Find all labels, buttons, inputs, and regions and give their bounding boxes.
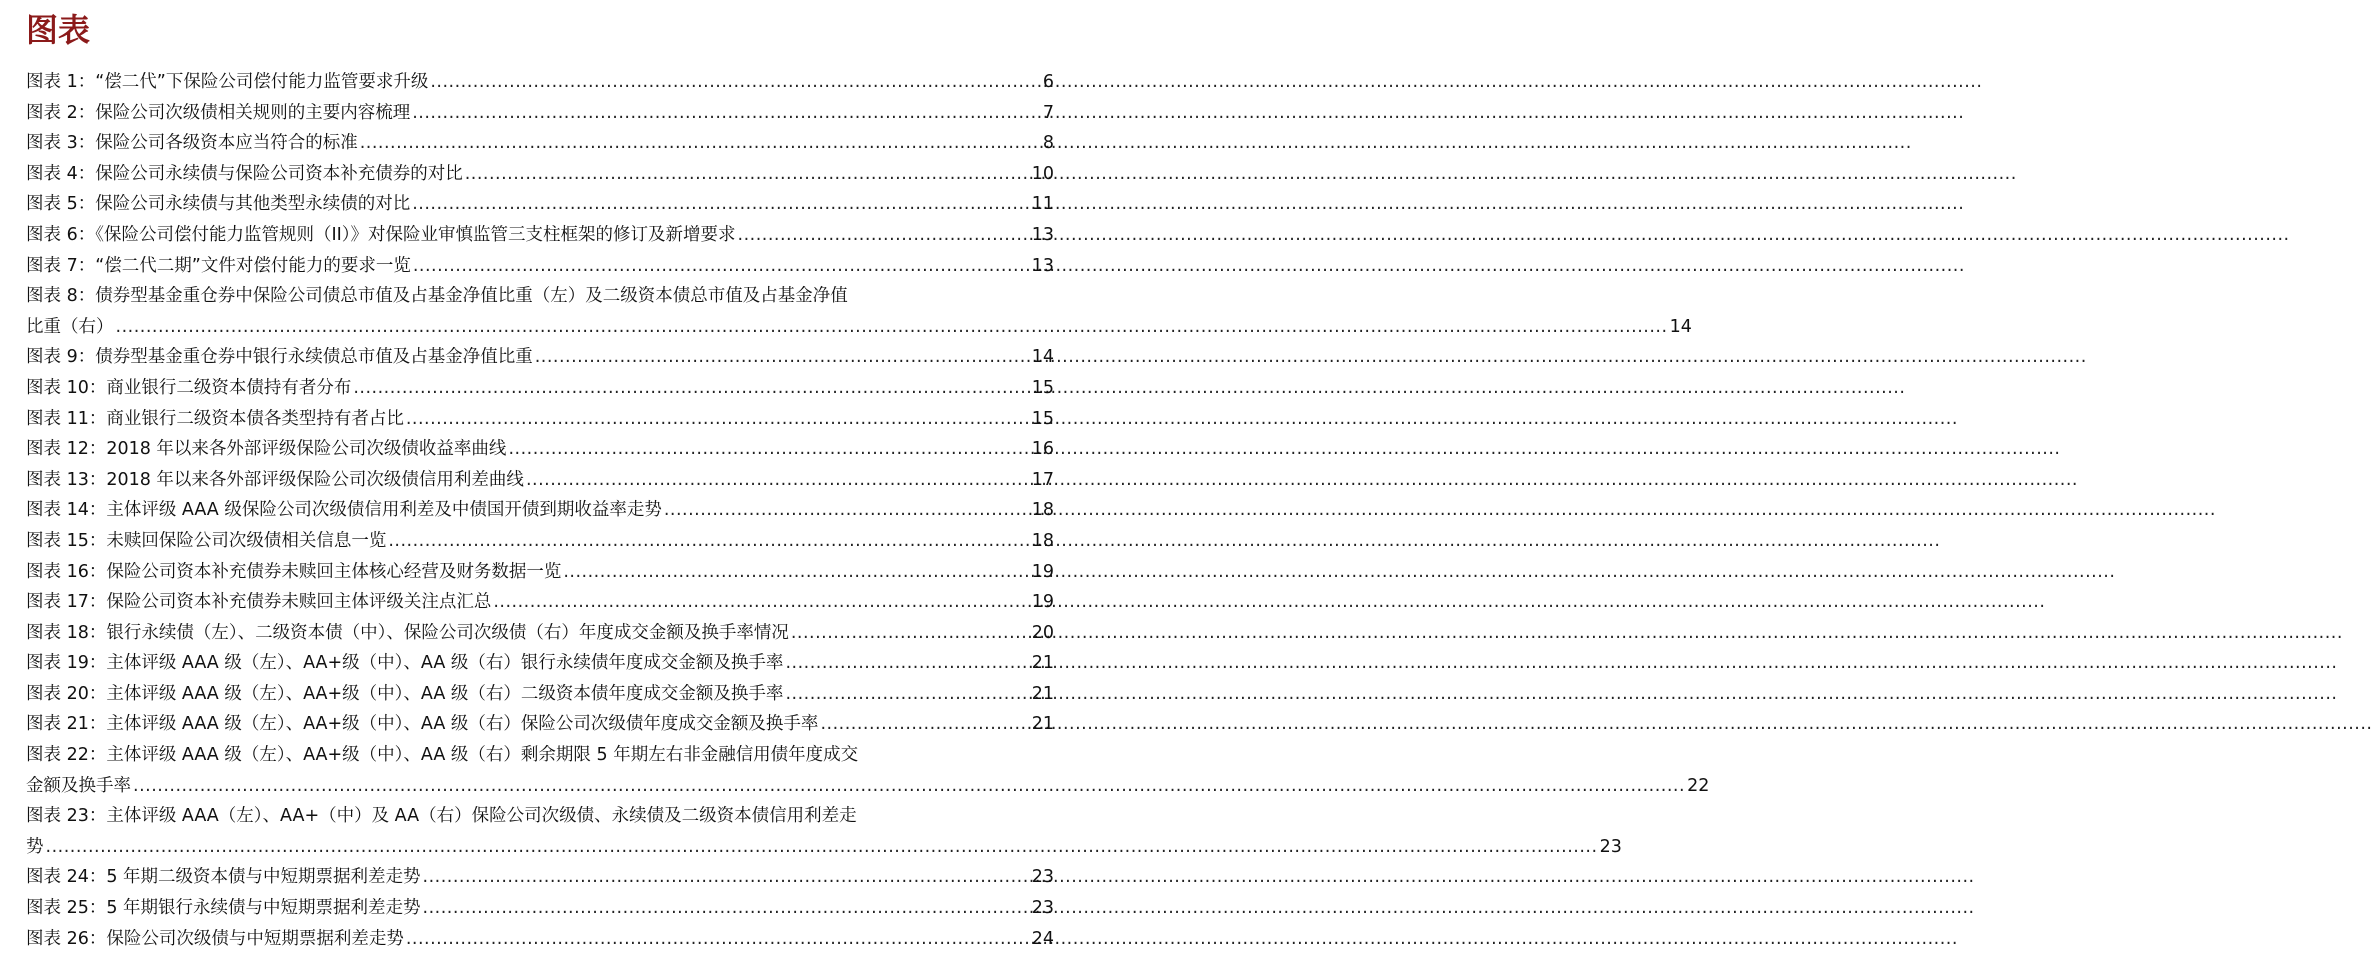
toc-entry-title-continued[interactable]: 金额及换手率: [26, 775, 131, 796]
toc-entry[interactable]: [26, 98, 1054, 129]
toc-entry-title[interactable]: 图表 20：主体评级 AAA 级（左）、AA+级（中）、AA 级（右）二级资本债年度成交金额及换手率: [26, 683, 784, 704]
toc-entry-title[interactable]: 图表 1：“偿二代”下保险公司偿付能力监管要求升级: [26, 72, 429, 92]
dot-leader: [738, 220, 1030, 251]
toc-entry[interactable]: [26, 740, 1710, 801]
toc-entry-title[interactable]: 图表 22：主体评级 AAA 级（左）、AA+级（中）、AA 级（右）剩余期限 5 年期左右非金融信用债年度成交: [26, 745, 859, 766]
toc-entry-title[interactable]: 图表 18：银行永续债（左）、二级资本债（中）、保险公司次级债（右）年度成交金额及换手率情况: [26, 622, 789, 643]
toc-entry-title[interactable]: 图表 4：保险公司永续债与保险公司资本补充债券的对比: [26, 163, 463, 184]
dot-leader: [820, 709, 1029, 740]
dot-leader: [412, 98, 1041, 129]
toc-entry-page[interactable]: 19: [1031, 561, 1054, 582]
toc-entry-page[interactable]: 21: [1031, 714, 1054, 735]
dot-leader: [465, 159, 1030, 190]
dot-leader: [133, 771, 1685, 802]
toc-entry-page[interactable]: 23: [1031, 867, 1054, 888]
toc-entry[interactable]: [26, 495, 1054, 526]
toc-entry[interactable]: [26, 465, 1054, 496]
toc-entry-page[interactable]: 14: [1669, 316, 1692, 337]
toc-entry[interactable]: [26, 679, 1054, 710]
toc-entry[interactable]: [26, 893, 1054, 924]
toc-entry[interactable]: [26, 373, 1054, 404]
toc-entry-page[interactable]: 13: [1031, 224, 1054, 245]
dot-leader: [508, 434, 1029, 465]
dot-leader: [116, 312, 1668, 343]
toc-entry-title[interactable]: 图表 3：保险公司各级资本应当符合的标准: [26, 133, 358, 154]
toc-entry[interactable]: [26, 862, 1054, 893]
dot-leader: [664, 495, 1030, 526]
toc-entry-title[interactable]: 图表 6：《保险公司偿付能力监管规则（II）》对保险业审慎监管三支柱框架的修订及新增要求: [26, 224, 736, 245]
toc-entry-title[interactable]: 图表 15：未赎回保险公司次级债相关信息一览: [26, 530, 387, 551]
toc-entry-title[interactable]: 图表 16：保险公司资本补充债券未赎回主体核心经营及财务数据一览: [26, 561, 562, 582]
toc-entry[interactable]: [26, 557, 1054, 588]
dot-leader: [423, 862, 1030, 893]
toc-entry-page[interactable]: 7: [1042, 102, 1054, 123]
dot-leader: [413, 251, 1030, 282]
toc-entry-page[interactable]: 8: [1042, 133, 1054, 154]
toc-entry-title[interactable]: 图表 21：主体评级 AAA 级（左）、AA+级（中）、AA 级（右）保险公司次级债年度成交金额及换手率: [26, 714, 819, 735]
toc-entry-page[interactable]: 17: [1031, 469, 1054, 490]
toc-entry[interactable]: [26, 128, 1054, 159]
toc-entry-title[interactable]: 图表 9：债券型基金重仓券中银行永续债总市值及占基金净值比重: [26, 347, 533, 368]
dot-leader: [430, 67, 1041, 98]
toc-entry-title[interactable]: 图表 24：5 年期二级资本债与中短期票据利差走势: [26, 867, 421, 888]
toc-entry[interactable]: [26, 618, 1054, 649]
dot-leader: [412, 189, 1030, 220]
toc-entry-page[interactable]: 15: [1031, 408, 1054, 429]
figure-list: [26, 67, 1710, 954]
toc-entry-page[interactable]: 23: [1599, 836, 1622, 857]
toc-entry[interactable]: [26, 342, 1054, 373]
toc-entry-title-continued[interactable]: 比重（右）: [26, 316, 114, 337]
toc-entry[interactable]: [26, 67, 1054, 98]
dot-leader: [493, 587, 1029, 618]
toc-entry-title[interactable]: 图表 25：5 年期银行永续债与中短期票据利差走势: [26, 898, 421, 919]
dot-leader: [360, 128, 1041, 159]
toc-entry-page[interactable]: 19: [1031, 592, 1054, 613]
toc-entry[interactable]: [26, 189, 1054, 220]
dot-leader: [406, 924, 1030, 955]
toc-entry[interactable]: [26, 434, 1054, 465]
toc-entry-page[interactable]: 16: [1031, 439, 1054, 460]
toc-entry-title[interactable]: 图表 10：商业银行二级资本债持有者分布: [26, 377, 352, 398]
dot-leader: [563, 557, 1029, 588]
toc-entry[interactable]: [26, 801, 1622, 862]
dot-leader: [785, 648, 1029, 679]
toc-entry-title[interactable]: 图表 2：保险公司次级债相关规则的主要内容梳理: [26, 102, 411, 123]
toc-entry-page[interactable]: 21: [1031, 683, 1054, 704]
toc-entry-page[interactable]: 20: [1031, 622, 1054, 643]
toc-entry-title[interactable]: 图表 17：保险公司资本补充债券未赎回主体评级关注点汇总: [26, 592, 492, 613]
toc-entry-title[interactable]: 图表 14：主体评级 AAA 级保险公司次级债信用利差及中债国开债到期收益率走势: [26, 500, 662, 521]
dot-leader: [526, 465, 1030, 496]
toc-entry-title[interactable]: 图表 23：主体评级 AAA（左）、AA+（中）及 AA（右）保险公司次级债、永续债及二级资本债信用利差走: [26, 806, 857, 827]
toc-entry[interactable]: [26, 281, 1692, 342]
dot-leader: [785, 679, 1029, 710]
toc-entry[interactable]: [26, 251, 1054, 282]
toc-entry-page[interactable]: 21: [1031, 653, 1054, 674]
dot-leader: [353, 373, 1029, 404]
toc-entry[interactable]: [26, 587, 1054, 618]
toc-entry-page[interactable]: 15: [1031, 377, 1054, 398]
toc-entry[interactable]: [26, 159, 1054, 190]
toc-entry-title[interactable]: 图表 5：保险公司永续债与其他类型永续债的对比: [26, 194, 411, 215]
toc-entry-page[interactable]: 10: [1031, 163, 1054, 184]
toc-entry-page[interactable]: 23: [1031, 898, 1054, 919]
toc-entry[interactable]: [26, 526, 1054, 557]
dot-leader: [406, 404, 1030, 435]
toc-entry-page[interactable]: 18: [1031, 500, 1054, 521]
toc-entry-title[interactable]: 图表 8：债券型基金重仓券中保险公司债总市值及占基金净值比重（左）及二级资本债总市值及占基金净值: [26, 286, 848, 307]
toc-entry[interactable]: [26, 220, 1054, 251]
toc-entry-title[interactable]: 图表 19：主体评级 AAA 级（左）、AA+级（中）、AA 级（右）银行永续债年度成交金额及换手率: [26, 653, 784, 674]
toc-entry-title[interactable]: 图表 7：“偿二代二期”文件对偿付能力的要求一览: [26, 255, 411, 276]
toc-entry-page[interactable]: 14: [1031, 347, 1054, 368]
toc-entry-page[interactable]: 6: [1042, 72, 1054, 92]
toc-entry-title[interactable]: 图表 26：保险公司次级债与中短期票据利差走势: [26, 928, 404, 949]
dot-leader: [46, 832, 1598, 863]
toc-entry[interactable]: [26, 404, 1054, 435]
toc-entry[interactable]: [26, 648, 1054, 679]
dot-leader: [791, 618, 1030, 649]
toc-entry-title[interactable]: 图表 13：2018 年以来各外部评级保险公司次级债信用利差曲线: [26, 469, 524, 490]
toc-entry-title[interactable]: 图表 11：商业银行二级资本债各类型持有者占比: [26, 408, 404, 429]
toc-entry[interactable]: [26, 709, 1054, 740]
toc-entry-page[interactable]: 22: [1687, 775, 1710, 796]
toc-entry-page[interactable]: 13: [1031, 255, 1054, 276]
toc-entry-page[interactable]: 11: [1031, 194, 1054, 215]
toc-entry-title-continued[interactable]: 势: [26, 836, 44, 857]
section-heading: 图表: [26, 11, 91, 49]
dot-leader: [388, 526, 1029, 557]
toc-entry-title[interactable]: 图表 12：2018 年以来各外部评级保险公司次级债收益率曲线: [26, 439, 507, 460]
toc-entry-page[interactable]: 24: [1031, 928, 1054, 949]
dot-leader: [535, 342, 1030, 373]
toc-entry[interactable]: [26, 924, 1054, 955]
toc-entry-page[interactable]: 18: [1031, 530, 1054, 551]
dot-leader: [423, 893, 1030, 924]
